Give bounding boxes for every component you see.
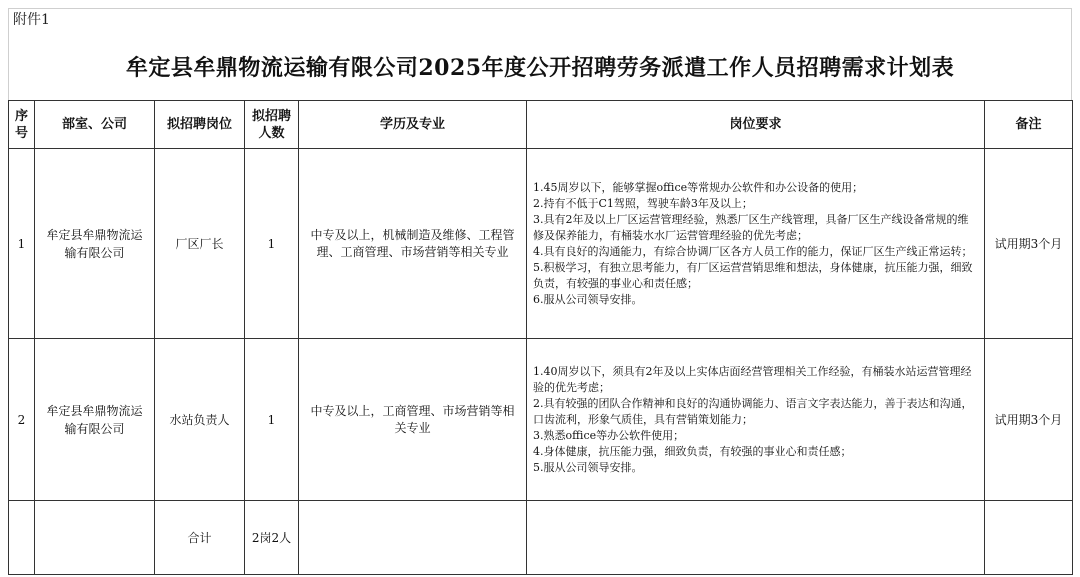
- header-seq: 序号: [9, 101, 35, 149]
- cell-empty: [985, 501, 1073, 575]
- attachment-label: 附件1: [8, 8, 1072, 32]
- requirement-item: 5.积极学习，有独立思考能力，有厂区运营营销思维和想法，身体健康，抗压能力强，细致负责，有较强的事业心和责任感；: [533, 260, 973, 290]
- table-row: [9, 149, 1073, 339]
- cell-empty: [527, 501, 985, 575]
- requirement-item: 4.具有良好的沟通能力，有综合协调厂区各方人员工作的能力，保证厂区生产线正常运转；: [533, 244, 973, 258]
- cell-empty: [9, 501, 35, 575]
- cell-count: 1: [245, 149, 299, 339]
- header-count: 拟招聘人数: [245, 101, 299, 149]
- cell-count: 1: [245, 339, 299, 501]
- requirement-item: 6.服从公司领导安排。: [533, 292, 643, 306]
- total-row: [9, 501, 1073, 575]
- cell-position: 水站负责人: [155, 339, 245, 501]
- header-requirements: 岗位要求: [527, 101, 985, 149]
- requirement-item: 1.45周岁以下，能够掌握office等常规办公软件和办公设备的使用；: [533, 180, 864, 194]
- cell-education: 中专及以上，机械制造及维修、工程管理、工商管理、市场营销等相关专业: [299, 149, 527, 339]
- cell-education: 中专及以上，工商管理、市场营销等相关专业: [299, 339, 527, 501]
- requirement-item: 3.具有2年及以上厂区运营管理经验，熟悉厂区生产线管理，具备厂区生产线设备常规的维修及保养能力，有桶装水水厂运营管理经验的优先考虑；: [533, 212, 969, 242]
- cell-position: 厂区厂长: [155, 149, 245, 339]
- header-education: 学历及专业: [299, 101, 527, 149]
- cell-remarks: 试用期3个月: [985, 149, 1073, 339]
- header-row: [9, 101, 1073, 149]
- total-label: 合计: [155, 501, 245, 575]
- cell-empty: [35, 501, 155, 575]
- document-sheet: [8, 8, 1072, 572]
- requirement-item: 2.持有不低于C1驾照，驾驶车龄3年及以上；: [533, 196, 753, 210]
- header-dept: 部室、公司: [35, 101, 155, 149]
- requirement-item: 5.服从公司领导安排。: [533, 460, 643, 474]
- cell-seq: 1: [9, 149, 35, 339]
- cell-dept: 牟定县牟鼎物流运输有限公司: [35, 339, 155, 501]
- requirement-item: 4.身体健康，抗压能力强，细致负责，有较强的事业心和责任感；: [533, 444, 852, 458]
- total-value: 2岗2人: [245, 501, 299, 575]
- cell-remarks: 试用期3个月: [985, 339, 1073, 501]
- requirement-item: 2.具有较强的团队合作精神和良好的沟通协调能力、语言文字表达能力，善于表达和沟通，口齿流利，形象气质佳，具有营销策划能力；: [533, 396, 973, 426]
- table-row: [9, 339, 1073, 501]
- requirement-item: 3.熟悉office等办公软件使用；: [533, 428, 685, 442]
- cell-seq: 2: [9, 339, 35, 501]
- header-position: 拟招聘岗位: [155, 101, 245, 149]
- cell-requirements: [527, 149, 985, 339]
- document-title: 牟定县牟鼎物流运输有限公司2025年度公开招聘劳务派遣工作人员招聘需求计划表: [8, 32, 1072, 100]
- requirement-item: 1.40周岁以下，须具有2年及以上实体店面经营管理相关工作经验，有桶装水站运营管理经验的优先考虑；: [533, 364, 972, 394]
- recruitment-table: [8, 100, 1073, 575]
- cell-dept: 牟定县牟鼎物流运输有限公司: [35, 149, 155, 339]
- header-remarks: 备注: [985, 101, 1073, 149]
- cell-empty: [299, 501, 527, 575]
- cell-requirements: [527, 339, 985, 501]
